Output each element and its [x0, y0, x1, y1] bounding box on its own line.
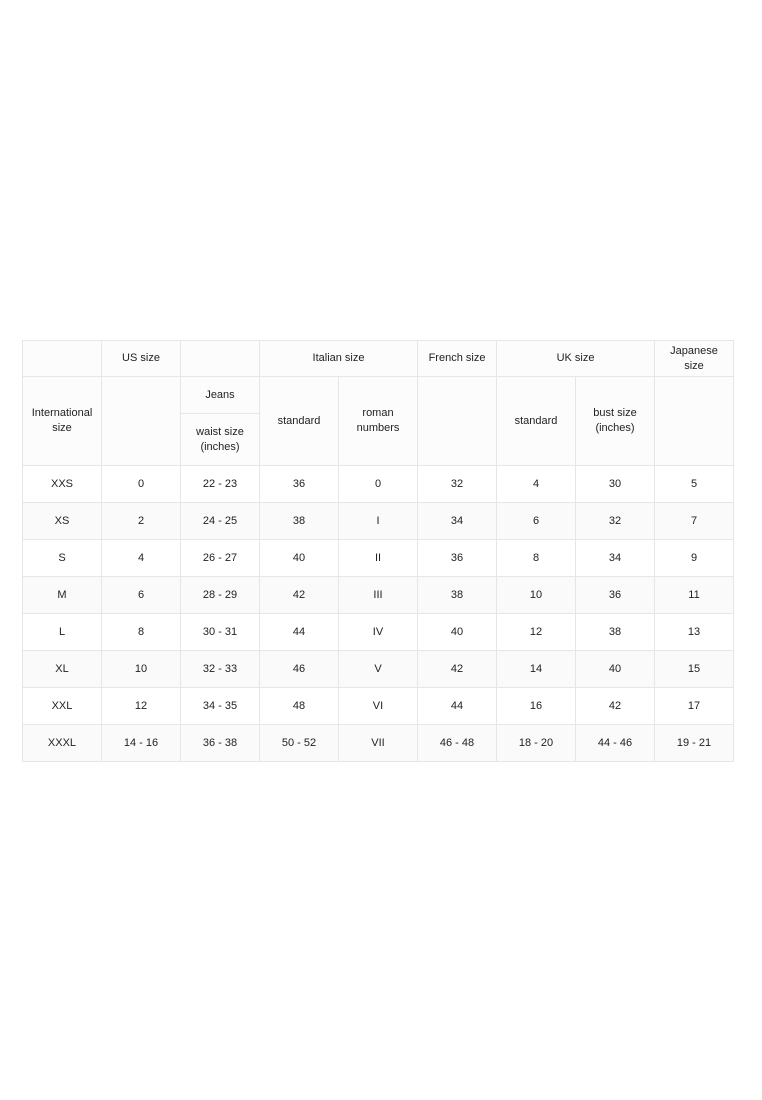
cell-italian-roman: III [339, 577, 418, 614]
cell-jeans-waist: 30 - 31 [181, 614, 260, 651]
cell-jeans-waist: 34 - 35 [181, 688, 260, 725]
cell-italian-standard: 48 [260, 688, 339, 725]
cell-jeans-waist: 26 - 27 [181, 540, 260, 577]
table-row [23, 614, 734, 651]
table-row [23, 651, 734, 688]
cell-italian-roman: 0 [339, 466, 418, 503]
header-row-2 [23, 377, 734, 414]
cell-jeans-waist: 32 - 33 [181, 651, 260, 688]
cell-uk-standard: 4 [497, 466, 576, 503]
cell-uk-standard: 16 [497, 688, 576, 725]
header-japanese-size: Japanese size [655, 341, 734, 377]
header-french-size: French size [418, 341, 497, 377]
table-row [23, 466, 734, 503]
cell-uk-bust: 36 [576, 577, 655, 614]
header-blank-us [102, 377, 181, 466]
cell-international: XL [23, 651, 102, 688]
cell-japanese: 15 [655, 651, 734, 688]
cell-us: 12 [102, 688, 181, 725]
size-chart-table [22, 340, 734, 762]
cell-us: 10 [102, 651, 181, 688]
cell-international: XXXL [23, 725, 102, 762]
cell-italian-standard: 38 [260, 503, 339, 540]
header-uk-size: UK size [497, 341, 655, 377]
cell-uk-standard: 10 [497, 577, 576, 614]
cell-international: XXS [23, 466, 102, 503]
cell-jeans-waist: 28 - 29 [181, 577, 260, 614]
cell-us: 14 - 16 [102, 725, 181, 762]
cell-us: 4 [102, 540, 181, 577]
cell-italian-roman: IV [339, 614, 418, 651]
cell-italian-standard: 50 - 52 [260, 725, 339, 762]
cell-italian-standard: 44 [260, 614, 339, 651]
table-row [23, 688, 734, 725]
cell-jeans-waist: 36 - 38 [181, 725, 260, 762]
header-blank-japanese [655, 377, 734, 466]
cell-french: 34 [418, 503, 497, 540]
cell-jeans-waist: 22 - 23 [181, 466, 260, 503]
cell-uk-standard: 6 [497, 503, 576, 540]
cell-italian-roman: V [339, 651, 418, 688]
header-waist-size: waist size (inches) [181, 414, 260, 466]
cell-international: S [23, 540, 102, 577]
cell-italian-standard: 36 [260, 466, 339, 503]
header-us-size: US size [102, 341, 181, 377]
cell-french: 38 [418, 577, 497, 614]
cell-us: 2 [102, 503, 181, 540]
cell-french: 36 [418, 540, 497, 577]
cell-uk-bust: 34 [576, 540, 655, 577]
cell-italian-roman: I [339, 503, 418, 540]
cell-international: XXL [23, 688, 102, 725]
cell-italian-standard: 42 [260, 577, 339, 614]
cell-japanese: 9 [655, 540, 734, 577]
header-italian-size: Italian size [260, 341, 418, 377]
cell-us: 0 [102, 466, 181, 503]
header-row-1 [23, 341, 734, 377]
cell-uk-bust: 42 [576, 688, 655, 725]
header-international-size: International size [23, 377, 102, 466]
header-italian-standard: standard [260, 377, 339, 466]
cell-jeans-waist: 24 - 25 [181, 503, 260, 540]
cell-french: 44 [418, 688, 497, 725]
cell-japanese: 5 [655, 466, 734, 503]
cell-japanese: 17 [655, 688, 734, 725]
cell-us: 6 [102, 577, 181, 614]
header-jeans: Jeans [181, 377, 260, 414]
cell-uk-bust: 40 [576, 651, 655, 688]
cell-uk-standard: 8 [497, 540, 576, 577]
cell-international: L [23, 614, 102, 651]
cell-french: 46 - 48 [418, 725, 497, 762]
header-blank-french [418, 377, 497, 466]
cell-uk-standard: 18 - 20 [497, 725, 576, 762]
table-row [23, 577, 734, 614]
cell-japanese: 19 - 21 [655, 725, 734, 762]
size-rows [23, 466, 734, 762]
cell-uk-standard: 12 [497, 614, 576, 651]
cell-french: 40 [418, 614, 497, 651]
cell-italian-standard: 46 [260, 651, 339, 688]
cell-japanese: 11 [655, 577, 734, 614]
cell-italian-standard: 40 [260, 540, 339, 577]
cell-italian-roman: VII [339, 725, 418, 762]
cell-french: 42 [418, 651, 497, 688]
header-blank-jeans [181, 341, 260, 377]
cell-italian-roman: VI [339, 688, 418, 725]
table-row [23, 725, 734, 762]
cell-japanese: 13 [655, 614, 734, 651]
table-row [23, 540, 734, 577]
cell-uk-bust: 32 [576, 503, 655, 540]
cell-international: XS [23, 503, 102, 540]
cell-us: 8 [102, 614, 181, 651]
header-blank-international [23, 341, 102, 377]
header-uk-standard: standard [497, 377, 576, 466]
cell-french: 32 [418, 466, 497, 503]
cell-uk-bust: 44 - 46 [576, 725, 655, 762]
cell-uk-standard: 14 [497, 651, 576, 688]
cell-uk-bust: 38 [576, 614, 655, 651]
cell-japanese: 7 [655, 503, 734, 540]
cell-uk-bust: 30 [576, 466, 655, 503]
header-roman-numbers: roman numbers [339, 377, 418, 466]
cell-international: M [23, 577, 102, 614]
header-bust-size: bust size (inches) [576, 377, 655, 466]
table-row [23, 503, 734, 540]
cell-italian-roman: II [339, 540, 418, 577]
